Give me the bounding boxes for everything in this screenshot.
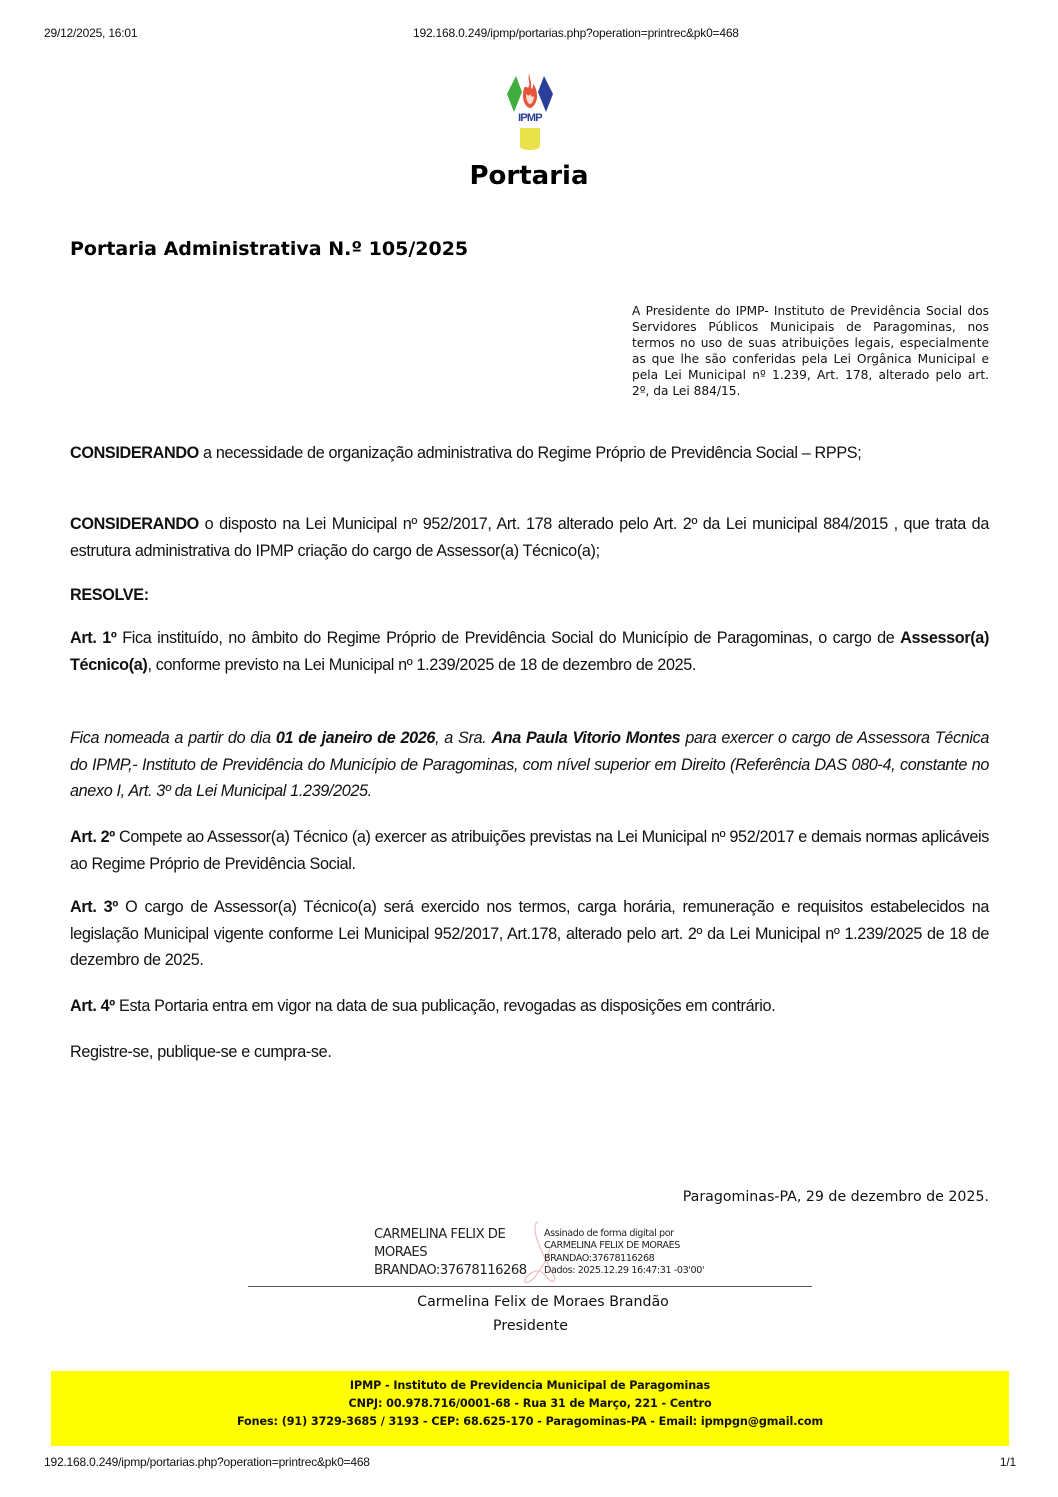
svg-text:IPMP: IPMP (518, 112, 542, 124)
signature-detail-line: BRANDAO:37678116268 (544, 1252, 655, 1264)
institution-name: IPMP - Instituto de Previdencia Municipal de Paragominas (349, 1379, 711, 1392)
institution-contact: Fones: (91) 3729-3685 / 3193 - CEP: 68.625-170 - Paragominas-PA - Email: ipmpgn@gmail.com (236, 1415, 824, 1428)
signature-details (544, 1228, 704, 1277)
considerando-lead: CONSIDERANDO (70, 515, 199, 533)
print-url-footer: 192.168.0.249/ipmp/portarias.php?operation=printrec&pk0=468 (44, 1455, 370, 1469)
considerando-paragraph-2 (70, 511, 989, 564)
signature-name-line: MORAES (374, 1245, 428, 1260)
resolve-label: RESOLVE: (70, 586, 149, 604)
portaria-number-heading: Portaria Administrativa N.º 105/2025 (70, 238, 469, 260)
nomination-text: , a Sra. (435, 729, 492, 747)
article-text: Fica instituído, no âmbito do Regime Próprio de Previdência Social do Município de Paragominas, o cargo de (116, 629, 901, 647)
article-lead: Art. 1º (70, 629, 117, 647)
signature-detail-line: CARMELINA FELIX DE MORAES (544, 1240, 680, 1252)
signature-detail-line: Assinado de forma digital por (544, 1228, 674, 1239)
signature-line (248, 1286, 812, 1287)
print-datetime: 29/12/2025, 16:01 (44, 26, 138, 40)
considerando-paragraph-1 (70, 440, 989, 467)
signature-name (374, 1226, 544, 1280)
nomination-text: para exercer o cargo de Assessora Técnica do IPMP,- Instituto de Previdência do Município de Paragominas, com nível superior em Direito (Referência DAS 080-4, constante no anexo I, Art. 3º da Lei Municipal 1.239/2025. (70, 729, 989, 800)
digital-signature (374, 1226, 824, 1284)
nomination-text: Fica nomeada a partir do dia (70, 729, 276, 747)
article-text: O cargo de Assessor(a) Técnico(a) será exercido nos termos, carga horária, remuneração e requisitos estabelecidos na legislação Municipal vigente conforme Lei Municipal 952/2017, Art.178, alterado pelo art. 2º da Lei Municipal nº 1.239/2025 de 18 de dezembro de 2025. (70, 898, 989, 969)
article-text: Esta Portaria entra em vigor na data de sua publicação, revogadas as disposições em contrário. (114, 997, 776, 1015)
signature-name-line: CARMELINA FELIX DE (374, 1227, 506, 1242)
considerando-text: o disposto na Lei Municipal nº 952/2017, Art. 178 alterado pelo Art. 2º da Lei municipal 884/2015 , que trata da estrutura administrativa do IPMP criação do cargo de Assessor(a) Técnico(a); (70, 515, 989, 560)
closing-text: Registre-se, publique-se e cumpra-se. (70, 1043, 332, 1061)
nomination-date: 01 de janeiro de 2026 (275, 729, 436, 747)
page-number: 1/1 (999, 1455, 1016, 1469)
article-lead: Art. 3º (70, 898, 118, 916)
institution-address: CNPJ: 00.978.716/0001-68 - Rua 31 de Março, 221 - Centro (348, 1397, 712, 1410)
article-1 (70, 625, 989, 678)
nomination-paragraph (70, 725, 989, 805)
preamble-text: A Presidente do IPMP- Instituto de Previdência Social dos Servidores Públicos Municipais de Paragominas, nos termos no uso de suas atribuições legais, especialmente as que lhe são conferidas pela Lei Orgânica Municipal e pela Lei Municipal nº 1.239, Art. 178, alterado pelo art. 2º, da Lei 884/15. (632, 304, 989, 398)
considerando-text: a necessidade de organização administrativa do Regime Próprio de Previdência Social – RPPS; (198, 444, 862, 462)
nominee-name: Ana Paula Vitorio Montes (491, 729, 681, 747)
article-lead: Art. 4º (70, 997, 115, 1015)
document-title: Portaria (469, 161, 589, 191)
article-3 (70, 894, 989, 974)
article-text: , conforme previsto na Lei Municipal nº 1.239/2025 de 18 de dezembro de 2025. (147, 655, 697, 674)
signer-name: Carmelina Felix de Moraes Brandão (417, 1294, 669, 1310)
article-2 (70, 824, 989, 877)
signer-role: Presidente (493, 1318, 568, 1334)
article-4 (70, 993, 989, 1020)
cargo-name: Assessor(a) Técnico(a) (70, 629, 989, 674)
place-date: Paragominas-PA, 29 de dezembro de 2025. (682, 1189, 989, 1205)
considerando-lead: CONSIDERANDO (70, 444, 199, 462)
article-lead: Art. 2º (70, 828, 115, 846)
signature-name-line: BRANDAO:37678116268 (374, 1263, 527, 1278)
ipmp-logo-icon (504, 70, 556, 152)
article-text: Compete ao Assessor(a) Técnico (a) exercer as atribuições previstas na Lei Municipal nº 952/2017 e demais normas aplicáveis ao Regime Próprio de Previdência Social. (70, 828, 989, 873)
resolve-heading (70, 582, 989, 609)
print-url-header: 192.168.0.249/ipmp/portarias.php?operation=printrec&pk0=468 (413, 26, 739, 40)
signature-detail-line: Dados: 2025.12.29 16:47:31 -03'00' (544, 1264, 705, 1276)
institution-footer (51, 1371, 1009, 1446)
